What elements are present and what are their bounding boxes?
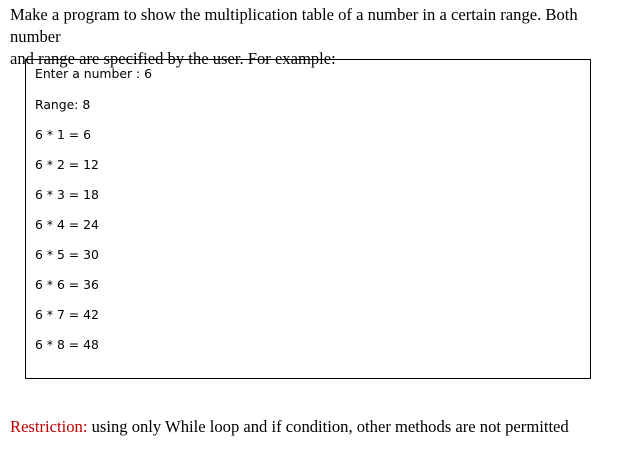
example-table-row-4: 6 * 4 = 24 <box>35 217 99 232</box>
example-output-box <box>25 59 591 379</box>
example-table-row-1: 6 * 1 = 6 <box>35 127 91 142</box>
example-table-row-3: 6 * 3 = 18 <box>35 187 99 202</box>
restriction-label: Restriction: <box>10 417 88 436</box>
example-table-row-8: 6 * 8 = 48 <box>35 337 99 352</box>
problem-statement-line-1: Make a program to show the multiplication table of a number in a certain range. Both number <box>10 5 578 46</box>
restriction-text: using only While loop and if condition, other methods are not permitted <box>87 417 569 436</box>
example-table-row-2: 6 * 2 = 12 <box>35 157 99 172</box>
restriction-note <box>10 416 569 438</box>
example-table-row-6: 6 * 6 = 36 <box>35 277 99 292</box>
example-prompt-range: Range: 8 <box>35 97 91 112</box>
example-table-row-7: 6 * 7 = 42 <box>35 307 99 322</box>
problem-statement-line-2: and range are specified by the user. For example: <box>10 49 336 68</box>
example-table-row-5: 6 * 5 = 30 <box>35 247 99 262</box>
example-prompt-number: Enter a number : 6 <box>35 66 153 81</box>
